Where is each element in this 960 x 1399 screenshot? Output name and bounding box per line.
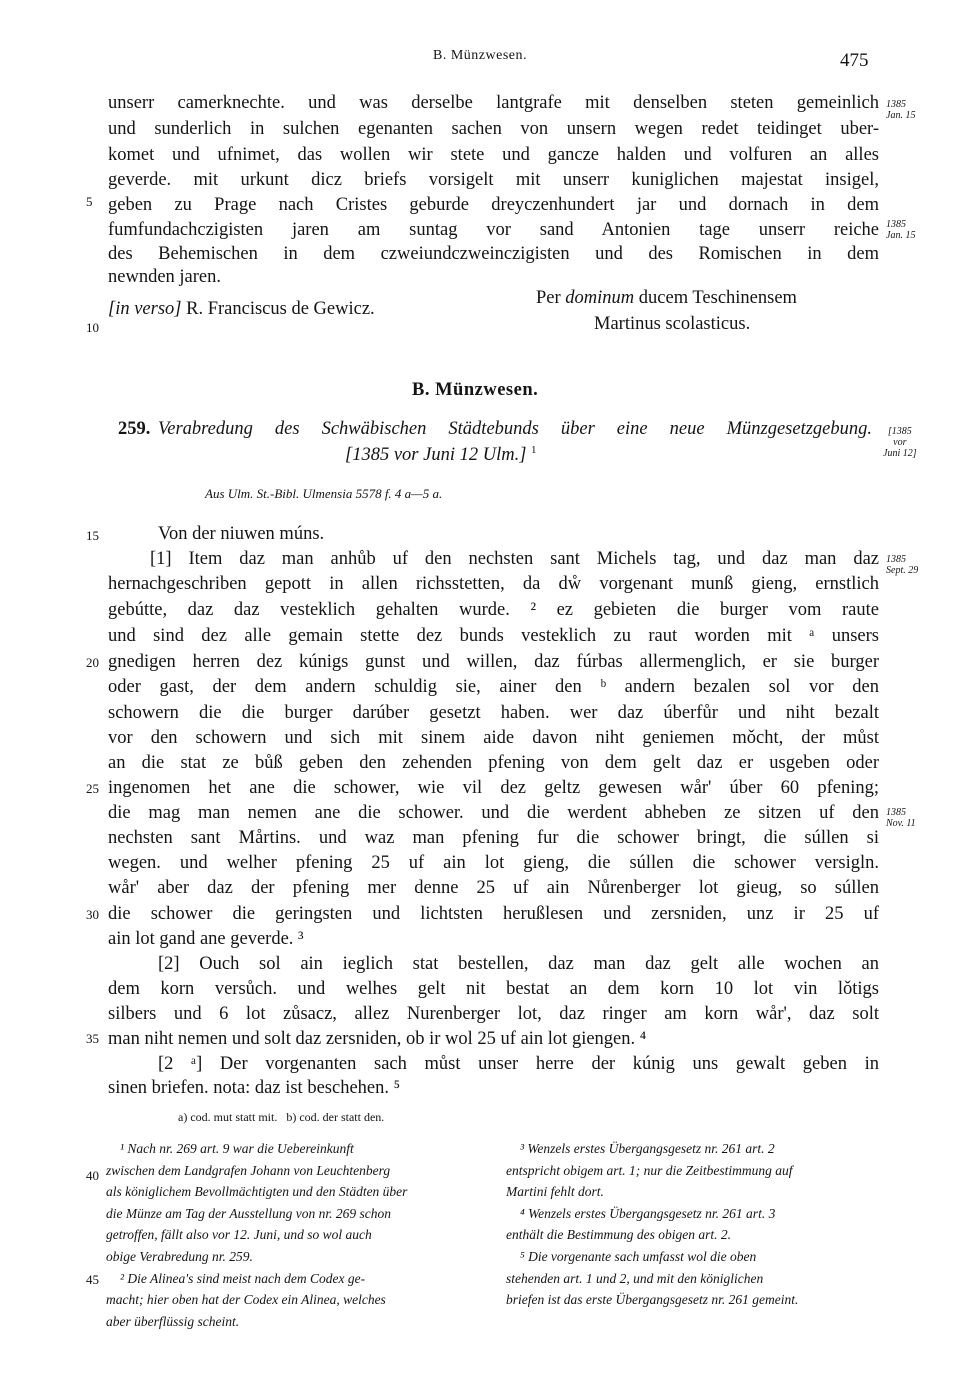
text-line: [2] Ouch sol ain ieglich stat bestellen, daz man daz gelt alle wochen an bbox=[158, 954, 879, 974]
margin-day: Jan. 15 bbox=[886, 110, 916, 121]
document-date-place bbox=[345, 444, 537, 466]
sig-text-italic: dominum bbox=[565, 288, 635, 308]
signature-right-line1 bbox=[536, 288, 797, 309]
signatory-name: R. Franciscus de Gewicz. bbox=[186, 299, 375, 319]
signature-right-line2: Martinus scolasticus. bbox=[594, 314, 751, 334]
margin-day: Juni 12] bbox=[883, 448, 917, 459]
footnote-line: entspricht obigem art. 1; nur die Zeitbestimmung auf bbox=[506, 1162, 793, 1178]
text-line: und sind dez alle gemain stette dez bunds vesteklich zu raut worden mit ᵃ unsers bbox=[108, 626, 879, 646]
text-line: ain lot gand ane geverde. ³ bbox=[108, 929, 304, 949]
text-line: [2 ᵃ] Der vorgenanten sach můst unser herre der kúnig uns gewalt geben in bbox=[158, 1054, 879, 1074]
footnotes-right bbox=[506, 1138, 886, 1311]
sig-text: ducem Teschinensem bbox=[634, 288, 797, 308]
line-number: 25 bbox=[86, 781, 99, 796]
margin-day: Jan. 15 bbox=[886, 230, 916, 241]
margin-year: [1385 bbox=[887, 426, 912, 437]
section-heading: B. Münzwesen. bbox=[412, 380, 539, 400]
margin-year: 1385 bbox=[886, 554, 906, 565]
text-line: geverde. mit urkunt dicz briefs vorsigelt mit unserr kuniglichen majestat insigel, bbox=[108, 170, 879, 190]
document-number: 259. bbox=[118, 419, 151, 439]
page-number: 475 bbox=[840, 50, 869, 71]
source-citation: Aus Ulm. St.-Bibl. Ulmensia 5578 f. 4 a—5 a. bbox=[205, 486, 443, 501]
text-line: schowern die die burger darúber gesetzt haben. wer daz úberfůr und niht bezalt bbox=[108, 703, 879, 723]
text-line: [1] Item daz man anhůb uf den nechsten sant Michels tag, und daz man daz bbox=[150, 549, 879, 569]
text-line: fumfundachczigisten jaren am suntag vor sand Antonien tage unserr reiche bbox=[108, 220, 879, 240]
document-date: [1385 vor Juni 12 Ulm.] bbox=[345, 445, 527, 466]
text-line: wegen. und welher pfening 25 uf ain lot gieng, die súllen die schower versigln. bbox=[108, 853, 879, 873]
sig-text: Per bbox=[536, 288, 566, 308]
footnote-line: getroffen, fällt also vor 12. Juni, und so wol auch bbox=[106, 1227, 372, 1243]
margin-year: 1385 bbox=[886, 99, 906, 110]
text-line: silbers und 6 lot zůsacz, allez Nurenberger lot, daz ringer am korn wår', daz solt bbox=[108, 1004, 879, 1024]
text-line: geben zu Prage nach Cristes geburde dreyczenhundert jar und dornach in dem bbox=[108, 195, 879, 215]
footnote-line: stehenden art. 1 und 2, und mit den königlichen bbox=[506, 1270, 764, 1286]
footnote-line: obige Verabredung nr. 259. bbox=[106, 1248, 253, 1264]
text-line: vor den schowern und sich mit sinem aide davon niht geniemen mǒcht, der můst bbox=[108, 728, 879, 748]
text-line: des Behemischen in dem czweiundczweinczigisten und des Romischen in dem bbox=[108, 244, 879, 264]
signature-left bbox=[108, 299, 375, 320]
margin-year: 1385 bbox=[886, 807, 906, 818]
line-number: 5 bbox=[86, 194, 93, 209]
text-line: gebútte, daz daz vesteklich gehalten wurde. ² ez gebieten die burger vom raute bbox=[108, 600, 879, 620]
running-title: B. Münzwesen. bbox=[433, 48, 527, 63]
footnote-ref: 1 bbox=[531, 444, 537, 456]
footnote-line: zwischen dem Landgrafen Johann von Leuchtenberg bbox=[106, 1162, 391, 1178]
margin-date-note bbox=[886, 554, 918, 576]
footnote-line: die Münze am Tag der Ausstellung von nr. 269 schon bbox=[106, 1205, 391, 1221]
document-title: Verabredung des Schwäbischen Städtebunds über eine neue Münzgesetzgebung. bbox=[158, 419, 872, 439]
footnote-line: macht; hier oben hat der Codex ein Alinea, welches bbox=[106, 1292, 386, 1308]
text-line: unserr camerknechte. und was derselbe lantgrafe mit denselben steten gemeinlich bbox=[108, 93, 879, 113]
footnotes-left bbox=[106, 1138, 486, 1332]
margin-day: vor bbox=[893, 437, 907, 448]
footnote-line: ³ Wenzels erstes Übergangsgesetz nr. 261 art. 2 bbox=[520, 1141, 775, 1156]
margin-date-note bbox=[883, 426, 917, 459]
line-number: 40 bbox=[86, 1168, 99, 1183]
margin-date-note bbox=[886, 99, 915, 121]
text-line: ingenomen het ane die schower, wie vil dez geltz gewesen wår' úber 60 pfening; bbox=[108, 778, 879, 798]
line-number: 10 bbox=[86, 320, 99, 335]
footnote-line: ¹ Nach nr. 269 art. 9 war die Uebereinkunft bbox=[120, 1141, 354, 1156]
line-number: 20 bbox=[86, 655, 99, 670]
footnote-line: Martini fehlt dort. bbox=[506, 1184, 604, 1200]
text-line: newnden jaren. bbox=[108, 267, 222, 287]
footnote-line: briefen ist das erste Übergangsgesetz nr. 261 gemeint. bbox=[506, 1292, 799, 1308]
margin-year: 1385 bbox=[886, 219, 906, 230]
footnote-line: ⁵ Die vorgenante sach umfasst wol die oben bbox=[520, 1248, 757, 1264]
text-line: wår' aber daz der pfening mer denne 25 uf ain Nůrenberger lot gieug, so súllen bbox=[108, 878, 879, 898]
margin-day: Nov. 11 bbox=[886, 818, 916, 829]
text-line: komet und ufnimet, das wollen wir stete und gancze halden und volfuren an alles bbox=[108, 145, 879, 165]
text-line: und sunderlich in sulchen egenanten sachen von unsern wegen redet teidinget uber- bbox=[108, 119, 879, 139]
text-line: dem korn versůch. und welhes gelt nit bestat an dem korn 10 lot vin lǒtigs bbox=[108, 979, 879, 999]
footnote-line: als königlichem Bevollmächtigten und den Städten über bbox=[106, 1184, 408, 1200]
text-line: nechsten sant Mårtins. und waz man pfening fur die schower bringt, die súllen si bbox=[108, 828, 879, 848]
text-line: die mag man nemen ane die schower. und die werdent abheben ze sitzen uf den bbox=[108, 803, 879, 823]
line-number: 45 bbox=[86, 1272, 99, 1287]
footnote-line: ⁴ Wenzels erstes Übergangsgesetz nr. 261 art. 3 bbox=[520, 1205, 776, 1221]
text-heading-line: Von der niuwen múns. bbox=[158, 524, 325, 544]
line-number: 30 bbox=[86, 907, 99, 922]
text-line: an die stat ze bůß geben den zehenden pfening von dem gelt daz er usgeben oder bbox=[108, 753, 879, 773]
text-line: gnedigen herren dez kúnigs gunst und willen, daz fúrbas allermenglich, er sie burger bbox=[108, 652, 879, 672]
footnote-line: aber überflüssig scheint. bbox=[106, 1313, 240, 1329]
critical-apparatus: a) cod. mut statt mit. b) cod. der statt den. bbox=[178, 1110, 385, 1124]
text-line: oder gast, der dem andern schuldig sie, ainer den ᵇ andern bezalen sol vor den bbox=[108, 677, 879, 697]
margin-date-note bbox=[886, 807, 916, 829]
line-number: 35 bbox=[86, 1031, 99, 1046]
text-line: die schower die geringsten und lichtsten herußlesen und zersniden, unz ir 25 uf bbox=[108, 904, 879, 924]
line-number: 15 bbox=[86, 528, 99, 543]
text-line: sinen briefen. nota: daz ist beschehen. ⁵ bbox=[108, 1078, 401, 1098]
verso-label: [in verso] bbox=[108, 299, 182, 319]
text-line: man niht nemen und solt daz zersniden, ob ir wol 25 uf ain lot giengen. ⁴ bbox=[108, 1029, 647, 1049]
margin-day: Sept. 29 bbox=[886, 565, 919, 576]
margin-date-note bbox=[886, 219, 915, 241]
text-line: hernachgeschriben gepott in allen richsstetten, da dẘ vorgenant munß gieng, ernstlich bbox=[108, 574, 879, 594]
footnote-line: enthält die Bestimmung des obigen art. 2. bbox=[506, 1227, 731, 1243]
footnote-line: ² Die Alinea's sind meist nach dem Codex ge- bbox=[120, 1270, 366, 1286]
